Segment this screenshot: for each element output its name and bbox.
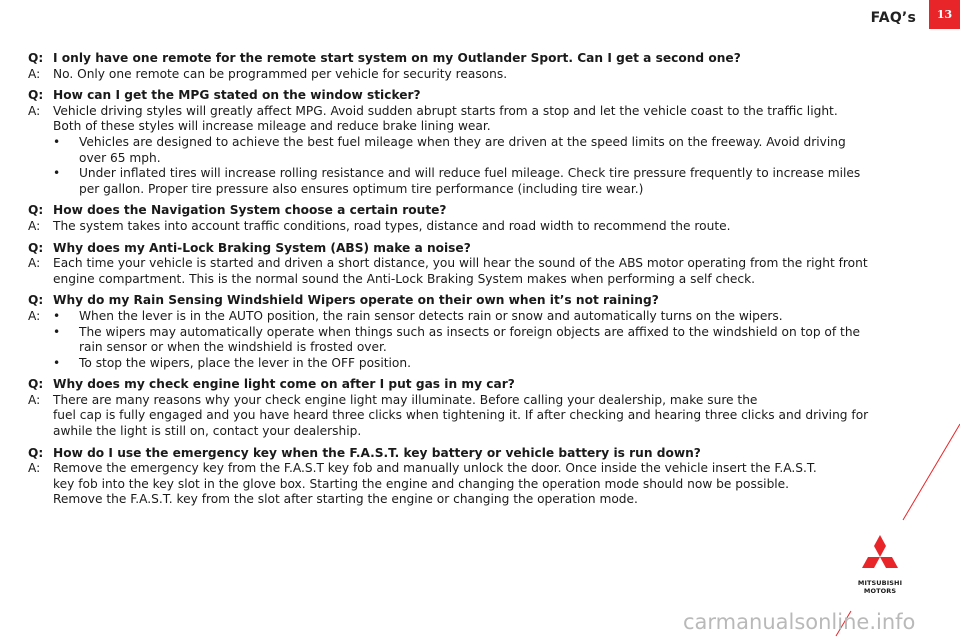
bullet-line: To stop the wipers, place the lever in the OFF position. [79,355,411,370]
mitsubishi-logo-icon [852,533,908,579]
watermark: carmanualsonline.info [683,610,916,634]
red-diagonal-line-upper [903,424,960,520]
question-tag: Q: [28,445,44,460]
answer-line: key fob into the key slot in the glove box. Starting the engine and changing the operation mode should now be possible. [53,476,790,491]
bullet-icon: • [53,134,61,149]
bullet-icon: • [53,166,61,181]
bullet-line: When the lever is in the AUTO position, the rain sensor detects rain or snow and automatically turns on the wipers. [79,308,783,323]
page-title: FAQ’s [870,10,916,26]
answer-tag: A: [28,392,41,407]
question-tag: Q: [28,88,44,103]
answer-line: Both of these styles will increase mileage and reduce brake lining wear. [53,119,491,134]
answer-line: engine compartment. This is the normal sound the Anti-Lock Braking System makes when performing a self check. [53,271,756,286]
bullet-line: per gallon. Proper tire pressure also ensures optimum tire performance (including tire wear.) [79,181,644,196]
bullet-line: The wipers may automatically operate when things such as insects or foreign objects are affixed to the windshield on top of the [79,324,861,339]
question-text: How do I use the emergency key when the F.A.S.T. key battery or vehicle battery is run down? [53,445,701,460]
question-tag: Q: [28,293,44,308]
answer-tag: A: [28,103,41,118]
question-text: How does the Navigation System choose a certain route? [53,203,447,218]
answer-tag: A: [28,66,41,81]
question-tag: Q: [28,377,44,392]
answer-line: The system takes into account traffic conditions, road types, distance and road width to recommend the route. [53,218,731,233]
answer-tag: A: [28,256,41,271]
question-text: How can I get the MPG stated on the window sticker? [53,88,421,103]
bullet-line: Under inflated tires will increase rolling resistance and will reduce fuel mileage. Check tire pressure frequently to increase miles [79,166,861,181]
bullet-line: Vehicles are designed to achieve the best fuel mileage when they are driven at the speed limits on the freeway. Avoid driving [79,134,846,149]
question-text: I only have one remote for the remote start system on my Outlander Sport. Can I get a second one? [53,51,741,65]
question-tag: Q: [28,240,44,255]
page-number-badge: 13 [929,0,960,29]
answer-line: There are many reasons why your check engine light may illuminate. Before calling your dealership, make sure the [53,392,758,407]
question-text: Why do my Rain Sensing Windshield Wipers operate on their own when it’s not raining? [53,293,659,308]
answer-line: Remove the emergency key from the F.A.S.T key fob and manually unlock the door. Once inside the vehicle insert the F.A.S.T. [53,461,817,476]
question-text: Why does my check engine light come on after I put gas in my car? [53,377,515,392]
bullet-icon: • [53,324,61,339]
logo-wordmark-line1: MITSUBISHI [857,579,903,587]
answer-line: Each time your vehicle is started and driven a short distance, you will hear the sound of the ABS motor operating from the right front [53,256,868,271]
logo-wordmark-line2: MOTORS [863,587,897,595]
bullet-icon: • [53,308,61,323]
question-tag: Q: [28,203,44,218]
answer-line: fuel cap is fully engaged and you have heard three clicks when tightening it. If after checking and hearing three clicks and driving for [53,408,869,423]
bullet-line: rain sensor or when the windshield is frosted over. [79,340,387,355]
question-tag: Q: [28,51,44,65]
answer-line: Vehicle driving styles will greatly affect MPG. Avoid sudden abrupt starts from a stop and let the vehicle coast to the traffic light. [53,103,838,118]
answer-line: No. Only one remote can be programmed per vehicle for security reasons. [53,66,508,81]
bullet-icon: • [53,355,61,370]
answer-tag: A: [28,218,41,233]
bullet-line: over 65 mph. [79,150,161,165]
answer-line: Remove the F.A.S.T. key from the slot after starting the engine or changing the operation mode. [53,492,638,507]
answer-tag: A: [28,461,41,476]
question-text: Why does my Anti-Lock Braking System (ABS) make a noise? [53,240,471,255]
answer-tag: A: [28,308,41,323]
answer-line: awhile the light is still on, contact your dealership. [53,424,362,439]
